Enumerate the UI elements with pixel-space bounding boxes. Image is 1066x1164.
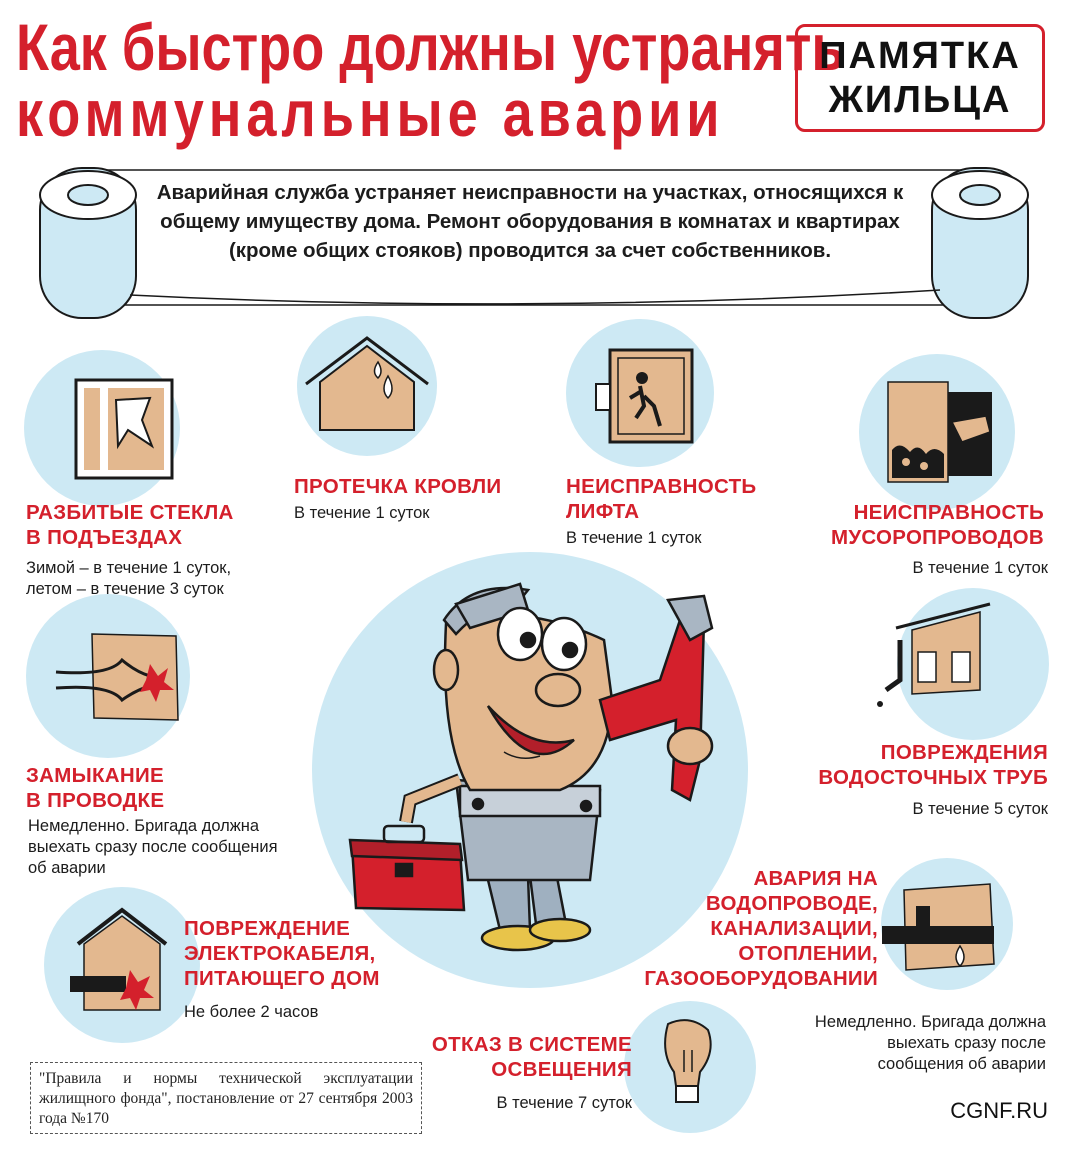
wiring-title-line-1: ЗАМЫКАНИЕ	[26, 764, 165, 787]
water-title-line-1: АВАРИЯ НА	[753, 867, 878, 890]
wiring-caption-line-3: об аварии	[28, 859, 106, 877]
roof-caption: В течение 1 суток	[294, 504, 430, 522]
drain-title-line-2: ВОДОСТОЧНЫХ ТРУБ	[818, 766, 1048, 789]
water-caption	[815, 1012, 1046, 1075]
wiring-title-line-2: В ПРОВОДКЕ	[26, 789, 165, 812]
source-note: "Правила и нормы технической эксплуатации жилищного фонда", постановление от 27 сентября 2003 года №170	[30, 1062, 422, 1134]
light-title-line-1: ОТКАЗ В СИСТЕМЕ	[431, 1033, 632, 1056]
roof-title: ПРОТЕЧКА КРОВЛИ	[294, 475, 502, 498]
elevator-icon	[596, 350, 692, 442]
light-title	[432, 1032, 632, 1082]
water-caption-line-2: выехать сразу после	[887, 1034, 1046, 1052]
page-title-line-2: коммунальные аварии	[16, 76, 725, 150]
memo-badge	[795, 24, 1045, 132]
page-title-line-1: Как быстро должны устранять	[16, 10, 845, 84]
garbage-caption: В течение 1 суток	[912, 559, 1048, 577]
cable-title-line-2: ЭЛЕКТРОКАБЕЛЯ,	[184, 942, 376, 965]
site-label: CGNF.RU	[950, 1098, 1048, 1123]
garbage-title-line-2: МУСОРОПРОВОДОВ	[830, 526, 1044, 549]
memo-badge-line-1: ПАМЯТКА	[819, 35, 1021, 77]
wiring-caption-line-1: Немедленно. Бригада должна	[28, 817, 260, 835]
garbage-chute-icon	[888, 382, 992, 482]
water-title-line-4: ОТОПЛЕНИИ,	[738, 942, 878, 965]
lift-title	[566, 474, 756, 524]
garbage-title-line-1: НЕИСПРАВНОСТЬ	[853, 501, 1044, 524]
drain-title-line-1: ПОВРЕЖДЕНИЯ	[880, 741, 1048, 764]
broken-window-icon	[76, 380, 172, 478]
glass-caption-line-1: Зимой – в течение 1 суток,	[26, 559, 232, 577]
lift-title-line-2: ЛИФТА	[566, 500, 640, 523]
wiring-title	[26, 763, 164, 813]
drain-caption: В течение 5 суток	[912, 800, 1048, 818]
water-caption-line-3: сообщения об аварии	[877, 1055, 1046, 1073]
garbage-title	[831, 500, 1044, 550]
cable-title	[184, 916, 380, 991]
water-title	[644, 866, 878, 991]
memo-badge-line-2: ЖИЛЬЦА	[828, 79, 1012, 121]
water-title-line-2: ВОДОПРОВОДЕ,	[705, 892, 878, 915]
water-title-line-5: ГАЗООБОРУДОВАНИИ	[644, 967, 878, 990]
glass-title	[26, 500, 234, 550]
page-title	[16, 10, 845, 150]
lift-caption: В течение 1 суток	[566, 529, 702, 547]
light-title-line-2: ОСВЕЩЕНИЯ	[491, 1058, 632, 1081]
cable-caption: Не более 2 часов	[184, 1003, 319, 1021]
lift-title-line-1: НЕИСПРАВНОСТЬ	[566, 475, 757, 498]
drain-title	[818, 740, 1048, 790]
cable-title-line-1: ПОВРЕЖДЕНИЕ	[184, 917, 351, 940]
glass-title-line-2: В ПОДЪЕЗДАХ	[26, 526, 183, 549]
water-title-line-3: КАНАЛИЗАЦИИ,	[710, 917, 878, 940]
glass-caption	[26, 558, 231, 600]
glass-title-line-1: РАЗБИТЫЕ СТЕКЛА	[26, 501, 234, 524]
banner-text: Аварийная служба устраняет неисправности на участках, относящихся к общему имуществу дома. Ремонт оборудования в комнатах и квартирах (кроме общих стояков) проводится за счет собственников.	[156, 181, 904, 262]
wiring-caption-line-2: выехать сразу после сообщения	[28, 838, 278, 856]
wiring-caption	[28, 816, 278, 879]
cable-title-line-3: ПИТАЮЩЕГО ДОМ	[184, 967, 380, 990]
water-caption-line-1: Немедленно. Бригада должна	[814, 1013, 1046, 1031]
glass-caption-line-2: летом – в течение 3 суток	[26, 580, 224, 598]
light-caption: В течение 7 суток	[496, 1094, 632, 1112]
